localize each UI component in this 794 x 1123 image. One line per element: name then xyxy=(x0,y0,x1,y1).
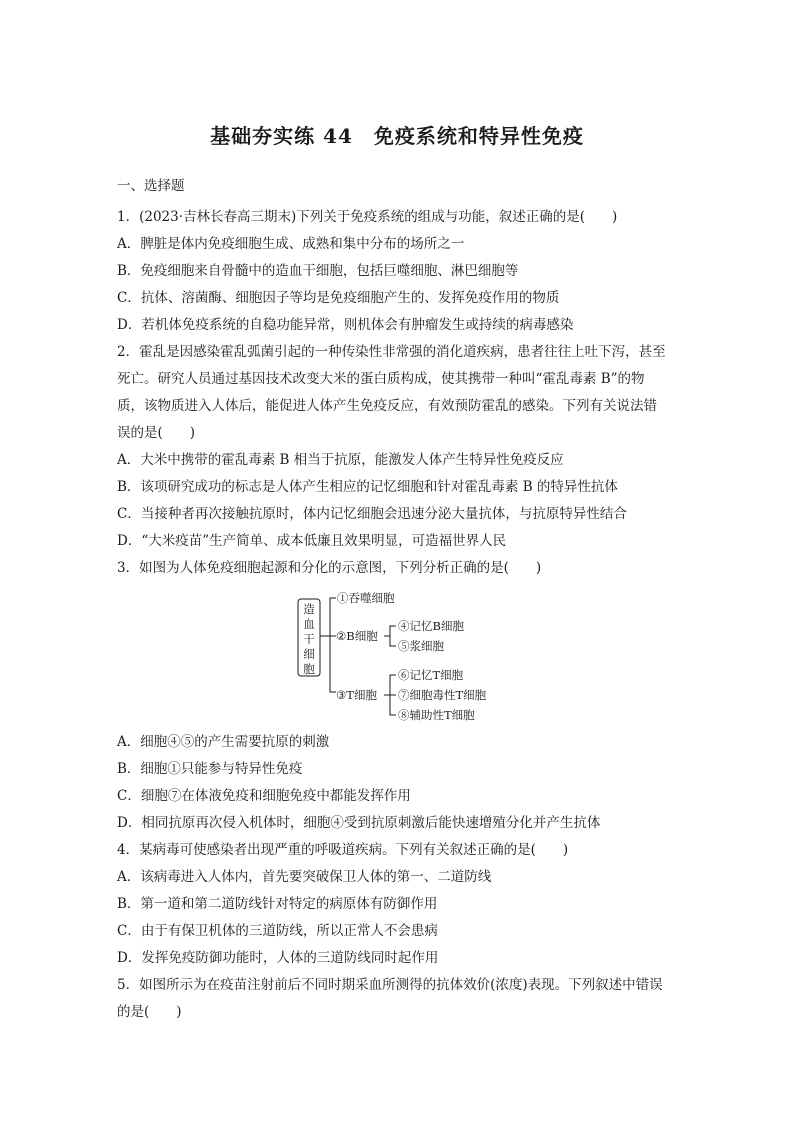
t-cell-child-cytotoxic: ⑦细胞毒性T细胞 xyxy=(398,688,487,702)
question-2-option-a: A．大米中携带的霍乱毒素 B 相当于抗原，能激发人体产生特异性免疫反应 xyxy=(117,452,564,468)
source-char-5: 胞 xyxy=(303,662,315,676)
question-3-stem: 3．如图为人体免疫细胞起源和分化的示意图，下列分析正确的是( ) xyxy=(117,560,542,576)
question-3-option-d: D．相同抗原再次侵入机体时，细胞④受到抗原刺激后能快速增殖分化并产生抗体 xyxy=(117,815,601,831)
question-1-option-d: D．若机体免疫系统的自稳功能异常，则机体会有肿瘤发生或持续的病毒感染 xyxy=(117,317,574,333)
question-2-stem-line-1: 2．霍乱是因感染霍乱弧菌引起的一种传染性非常强的消化道疾病，患者往往上吐下泻，甚至 xyxy=(117,344,666,360)
question-2-stem-line-2: 死亡。研究人员通过基因技术改变大米的蛋白质构成，使其携带一种叫“霍乱毒素 B”的物 xyxy=(117,371,645,387)
question-2-option-b: B．该项研究成功的标志是人体产生相应的记忆细胞和针对霍乱毒素 B 的特异性抗体 xyxy=(117,479,618,495)
question-5-stem-line-1: 5．如图所示为在疫苗注射前后不同时期采血所测得的抗体效价(浓度)表现。下列叙述中错误 xyxy=(117,977,663,993)
question-5-stem-line-2: 的是( ) xyxy=(117,1004,182,1020)
question-3-option-b: B．细胞①只能参与特异性免疫 xyxy=(117,761,303,777)
source-box xyxy=(298,599,320,676)
question-4-option-c: C．由于有保卫机体的三道防线，所以正常人不会患病 xyxy=(117,923,438,939)
question-1-option-a: A．脾脏是体内免疫细胞生成、成熟和集中分布的场所之一 xyxy=(117,236,465,252)
question-1-stem: 1．(2023·吉林长春高三期末)下列关于免疫系统的组成与功能，叙述正确的是( ) xyxy=(117,209,618,225)
branch-phagocyte: ①吞噬细胞 xyxy=(337,591,395,605)
question-3-option-c: C．细胞⑦在体液免疫和细胞免疫中都能发挥作用 xyxy=(117,788,411,804)
t-cell-child-helper: ⑧辅助性T细胞 xyxy=(398,708,475,722)
question-4-stem: 4．某病毒可使感染者出现严重的呼吸道疾病。下列有关叙述正确的是( ) xyxy=(117,842,569,858)
branch-b-cell: ②B细胞 xyxy=(336,629,378,643)
question-2-option-c: C．当接种者再次接触抗原时，体内记忆细胞会迅速分泌大量抗体，与抗原特异性结合 xyxy=(117,506,627,522)
question-4-option-b: B．第一道和第二道防线针对特定的病原体有防御作用 xyxy=(117,896,438,912)
t-cell-child-memory: ⑥记忆T细胞 xyxy=(398,668,464,682)
b-cell-child-memory: ④记忆B细胞 xyxy=(398,619,464,633)
question-2-option-d: D．“大米疫苗”生产简单、成本低廉且效果明显，可造福世界人民 xyxy=(117,533,507,549)
branch-t-cell: ③T细胞 xyxy=(336,688,377,702)
question-4-option-d: D．发挥免疫防御功能时，人体的三道防线同时起作用 xyxy=(117,950,439,966)
source-char-2: 血 xyxy=(303,617,315,631)
b-cell-child-plasma: ⑤浆细胞 xyxy=(398,639,444,653)
question-3-option-a: A．细胞④⑤的产生需要抗原的刺激 xyxy=(117,734,330,750)
source-char-1: 造 xyxy=(303,602,315,616)
question-2-stem-line-4: 误的是( ) xyxy=(117,425,196,441)
question-4-option-a: A．该病毒进入人体内，首先要突破保卫人体的第一、二道防线 xyxy=(117,869,492,885)
question-1-option-b: B．免疫细胞来自骨髓中的造血干细胞，包括巨噬细胞、淋巴细胞等 xyxy=(117,263,519,279)
section-heading: 一、选择题 xyxy=(117,178,185,194)
diagram-connectors xyxy=(320,598,396,715)
question-1-option-c: C．抗体、溶菌酶、细胞因子等均是免疫细胞产生的、发挥免疫作用的物质 xyxy=(117,290,560,306)
source-char-4: 细 xyxy=(303,647,315,661)
source-char-3: 干 xyxy=(303,632,315,646)
page-title: 基础夯实练 44 免疫系统和特异性免疫 xyxy=(210,124,584,148)
question-2-stem-line-3: 质，该物质进入人体后，能促进人体产生免疫反应，有效预防霍乱的感染。下列有关说法错 xyxy=(117,398,657,414)
